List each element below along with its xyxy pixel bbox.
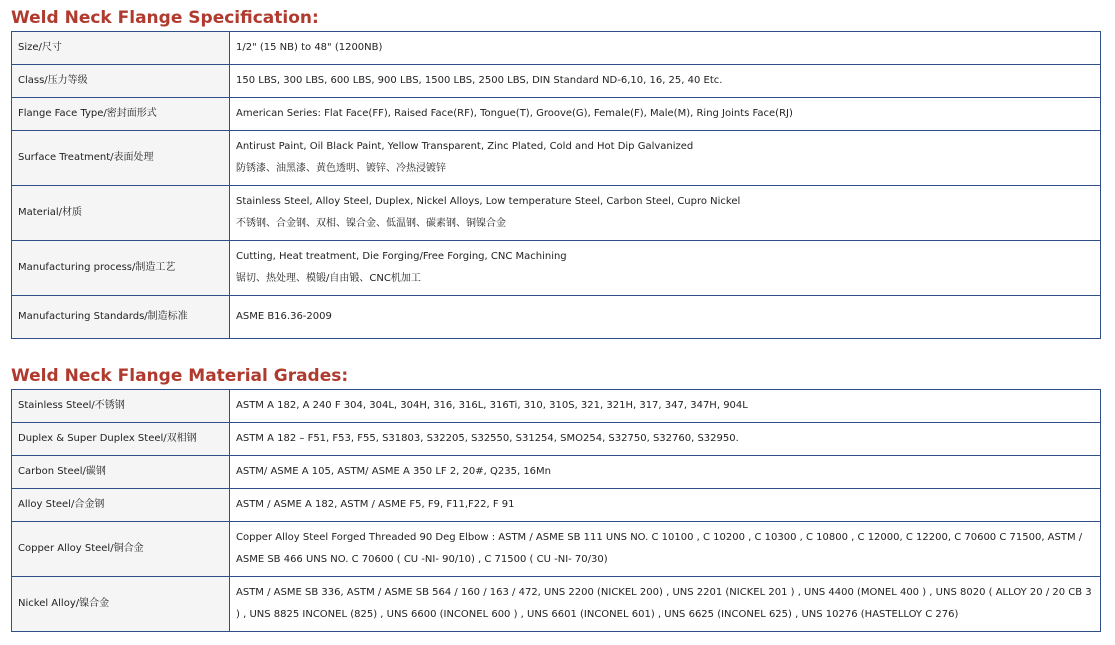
- specification-title: Weld Neck Flange Specification:: [11, 8, 319, 28]
- value-line: Cutting, Heat treatment, Die Forging/Free Forging, CNC Machining: [236, 251, 567, 262]
- value-line: American Series: Flat Face(FF), Raised Face(RF), Tongue(T), Groove(G), Female(F), Male(M), Ring Joints Face(RJ): [236, 108, 793, 119]
- value-line: ASTM A 182 – F51, F53, F55, S31803, S32205, S32550, S31254, SMO254, S32750, S32760, S32950.: [236, 433, 739, 444]
- row-value: [230, 489, 1101, 522]
- row-value: [230, 241, 1101, 296]
- row-label: Surface Treatment/表面处理: [12, 131, 230, 186]
- row-value: [230, 65, 1101, 98]
- value-line: 锯切、热处理、模锻/自由锻、CNC机加工: [236, 273, 421, 284]
- row-label: Nickel Alloy/镍合金: [12, 577, 230, 632]
- row-label: Class/压力等级: [12, 65, 230, 98]
- value-line: Copper Alloy Steel Forged Threaded 90 Deg Elbow : ASTM / ASME SB 111 UNS NO. C 10100 , C 10200 , C 10300 , C 10800 , C 12000, C 12200, C 70600 C 71500, ASTM / ASME SB 466 UNS NO. C 70600 ( CU -NI- 90/10) , C 71500 ( CU -NI- 70/30): [236, 532, 1083, 565]
- material-grades-table: [11, 389, 1101, 632]
- value-line: ASTM / ASME SB 336, ASTM / ASME SB 564 / 160 / 163 / 472, UNS 2200 (NICKEL 200) , UNS 2201 (NICKEL 201 ) , UNS 4400 (MONEL 400 ) , UNS 8020 ( ALLOY 20 / 20 CB 3 ) , UNS 8825 INCONEL (825) , UNS 6600 (INCONEL 600 ) , UNS 6601 (INCONEL 601) , UNS 6625 (INCONEL 625) , UNS 10276 (HASTELLOY C 276): [236, 587, 1092, 620]
- row-value: [230, 98, 1101, 131]
- value-line: ASME B16.36-2009: [236, 311, 332, 322]
- table-row: [12, 241, 1101, 296]
- value-line: Stainless Steel, Alloy Steel, Duplex, Nickel Alloys, Low temperature Steel, Carbon Steel, Cupro Nickel: [236, 196, 741, 207]
- table-row: [12, 456, 1101, 489]
- value-line: Antirust Paint, Oil Black Paint, Yellow Transparent, Zinc Plated, Cold and Hot Dip Galvanized: [236, 141, 694, 152]
- row-label: Manufacturing Standards/制造标准: [12, 296, 230, 339]
- row-value: [230, 456, 1101, 489]
- table-row: [12, 522, 1101, 577]
- value-line: ASTM / ASME A 182, ASTM / ASME F5, F9, F11,F22, F 91: [236, 499, 515, 510]
- table-row: [12, 32, 1101, 65]
- table-row: [12, 577, 1101, 632]
- value-line: 防锈漆、油黑漆、黄色透明、镀锌、冷热浸镀锌: [236, 163, 446, 174]
- material-grades-title: Weld Neck Flange Material Grades:: [11, 366, 349, 386]
- row-value: [230, 186, 1101, 241]
- row-label: Stainless Steel/不锈钢: [12, 390, 230, 423]
- row-label: Copper Alloy Steel/铜合金: [12, 522, 230, 577]
- row-value: [230, 522, 1101, 577]
- row-label: Flange Face Type/密封面形式: [12, 98, 230, 131]
- row-value: [230, 577, 1101, 632]
- row-label: Alloy Steel/合金钢: [12, 489, 230, 522]
- table-row: [12, 296, 1101, 339]
- table-row: [12, 489, 1101, 522]
- value-line: 1/2" (15 NB) to 48" (1200NB): [236, 42, 383, 53]
- table-row: [12, 423, 1101, 456]
- table-row: [12, 186, 1101, 241]
- row-label: Size/尺寸: [12, 32, 230, 65]
- row-label: Manufacturing process/制造工艺: [12, 241, 230, 296]
- row-value: [230, 131, 1101, 186]
- row-value: [230, 390, 1101, 423]
- specification-table: [11, 31, 1101, 339]
- value-line: ASTM/ ASME A 105, ASTM/ ASME A 350 LF 2, 20#, Q235, 16Mn: [236, 466, 552, 477]
- row-value: [230, 296, 1101, 339]
- row-value: [230, 32, 1101, 65]
- row-label: Carbon Steel/碳钢: [12, 456, 230, 489]
- table-row: [12, 65, 1101, 98]
- value-line: 150 LBS, 300 LBS, 600 LBS, 900 LBS, 1500 LBS, 2500 LBS, DIN Standard ND-6,10, 16, 25, 40 Etc.: [236, 75, 723, 86]
- table-row: [12, 131, 1101, 186]
- table-row: [12, 98, 1101, 131]
- value-line: ASTM A 182, A 240 F 304, 304L, 304H, 316, 316L, 316Ti, 310, 310S, 321, 321H, 317, 347, 347H, 904L: [236, 400, 748, 411]
- table-row: [12, 390, 1101, 423]
- row-label: Duplex & Super Duplex Steel/双相钢: [12, 423, 230, 456]
- value-line: 不锈钢、合金钢、双相、镍合金、低温钢、碳素钢、铜镍合金: [236, 218, 506, 229]
- row-label: Material/材质: [12, 186, 230, 241]
- row-value: [230, 423, 1101, 456]
